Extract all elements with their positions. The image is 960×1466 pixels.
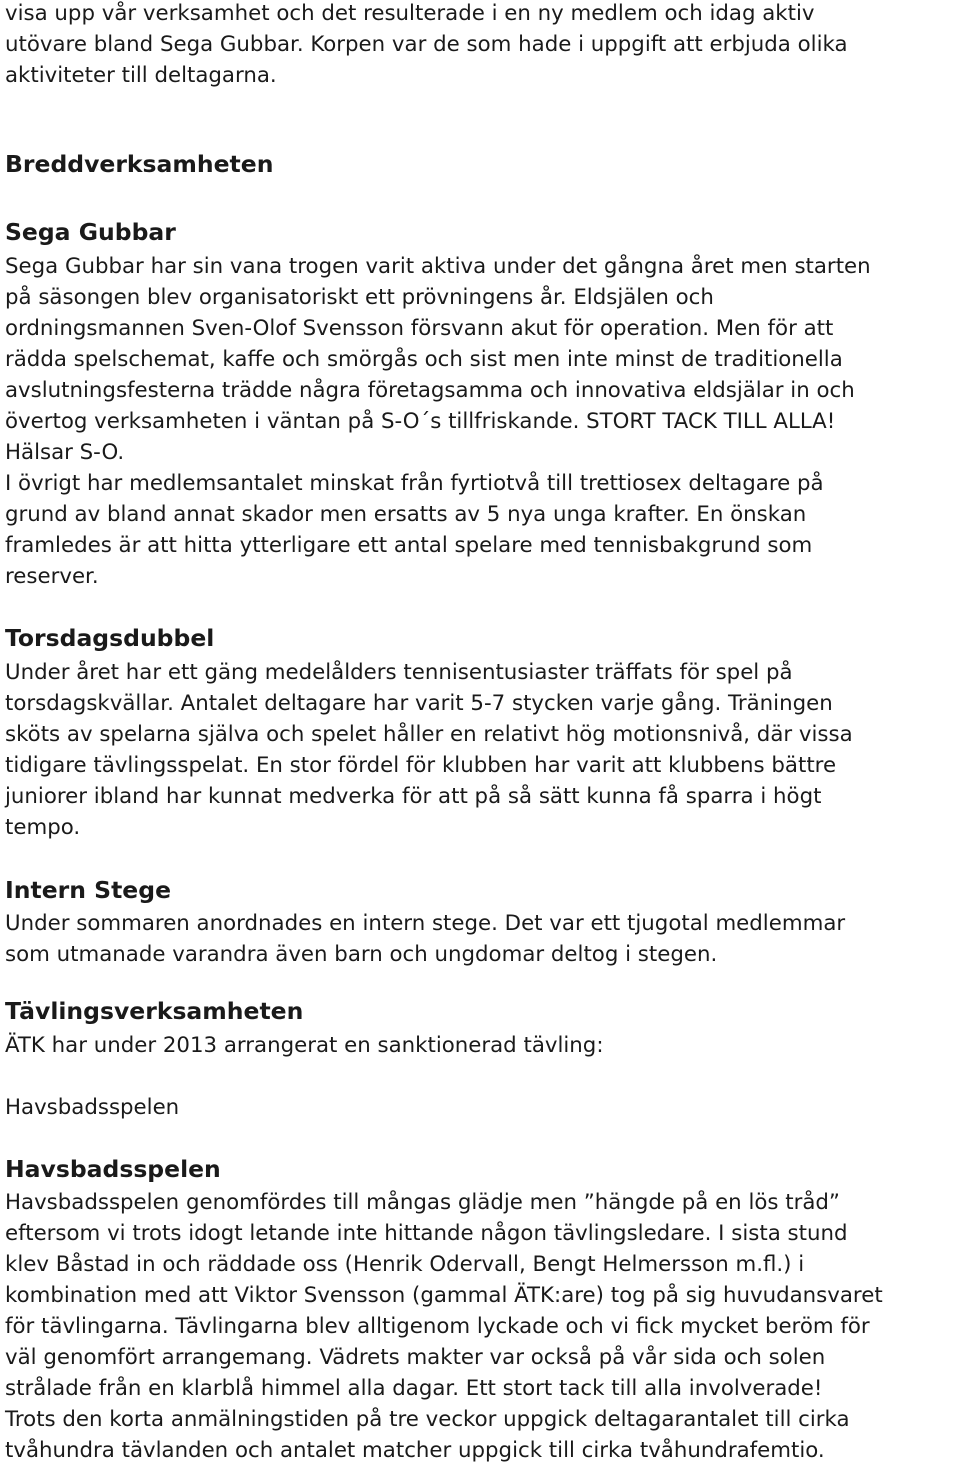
paragraph-line: rädda spelschemat, kaffe och smörgås och sist men inte minst de traditionella [5,347,843,372]
competition-item: Havsbadsspelen [5,1095,180,1120]
section-heading-breddverksamheten: Breddverksamheten [5,150,274,178]
paragraph-line: övertog verksamheten i väntan på S-O´s tillfriskande. STORT TACK TILL ALLA! [5,409,836,434]
paragraph-line: grund av bland annat skador men ersatts av 5 nya unga krafter. En önskan [5,502,807,527]
paragraph-line: sköts av spelarna själva och spelet håller en relativt hög motionsnivå, där vissa [5,722,853,747]
paragraph-line: klev Båstad in och räddade oss (Henrik Odervall, Bengt Helmersson m.fl.) i [5,1252,805,1277]
paragraph-line: tvåhundra tävlanden och antalet matcher uppgick till cirka tvåhundrafemtio. [5,1438,825,1463]
paragraph-line: tempo. [5,815,81,840]
paragraph-line: Under året har ett gäng medelålders tennisentusiaster träffats för spel på [5,660,793,685]
subsection-heading-sega-gubbar: Sega Gubbar [5,218,176,246]
intro-line: utövare bland Sega Gubbar. Korpen var de som hade i uppgift att erbjuda olika [5,32,848,57]
paragraph-line: tidigare tävlingsspelat. En stor fördel för klubben har varit att klubbens bättre [5,753,837,778]
paragraph-line: Sega Gubbar har sin vana trogen varit aktiva under det gångna året men starten [5,254,871,279]
paragraph-line: väl genomfört arrangemang. Vädrets makter var också på vår sida och solen [5,1345,826,1370]
paragraph-line: Hälsar S-O. [5,440,125,465]
intro-line: visa upp vår verksamhet och det resulterade i en ny medlem och idag aktiv [5,1,815,26]
paragraph-line: ÄTK har under 2013 arrangerat en sanktionerad tävling: [5,1033,604,1058]
paragraph-line: Trots den korta anmälningstiden på tre veckor uppgick deltagarantalet till cirka [5,1407,850,1432]
paragraph-line: på säsongen blev organisatoriskt ett prövningens år. Eldsjälen och [5,285,714,310]
paragraph-line: juniorer ibland har kunnat medverka för att på så sätt kunna få sparra i högt [5,784,822,809]
paragraph-line: kombination med att Viktor Svensson (gammal ÄTK:are) tog på sig huvudansvaret [5,1283,883,1308]
paragraph-line: reserver. [5,564,99,589]
paragraph-line: ordningsmannen Sven-Olof Svensson försvann akut för operation. Men för att [5,316,834,341]
paragraph-line: Havsbadsspelen genomfördes till mångas glädje men ”hängde på en lös tråd” [5,1190,840,1215]
subsection-heading-intern-stege: Intern Stege [5,876,172,904]
paragraph-line: avslutningsfesterna trädde några företagsamma och innovativa eldsjälar in och [5,378,855,403]
paragraph-line: I övrigt har medlemsantalet minskat från fyrtiotvå till trettiosex deltagare på [5,471,824,496]
paragraph-line: Under sommaren anordnades en intern stege. Det var ett tjugotal medlemmar [5,911,846,936]
paragraph-line: eftersom vi trots idogt letande inte hittande någon tävlingsledare. I sista stund [5,1221,848,1246]
intro-line: aktiviteter till deltagarna. [5,63,277,88]
paragraph-line: som utmanade varandra även barn och ungdomar deltog i stegen. [5,942,718,967]
paragraph-line: strålade från en klarblå himmel alla dagar. Ett stort tack till alla involverade! [5,1376,823,1401]
subsection-heading-havsbadsspelen: Havsbadsspelen [5,1155,221,1183]
subsection-heading-torsdagsdubbel: Torsdagsdubbel [5,624,215,652]
paragraph-line: framledes är att hitta ytterligare ett antal spelare med tennisbakgrund som [5,533,813,558]
section-heading-tavlingsverksamheten: Tävlingsverksamheten [5,997,304,1025]
paragraph-line: för tävlingarna. Tävlingarna blev alltigenom lyckade och vi fick mycket beröm för [5,1314,870,1339]
paragraph-line: torsdagskvällar. Antalet deltagare har varit 5-7 stycken varje gång. Träningen [5,691,833,716]
